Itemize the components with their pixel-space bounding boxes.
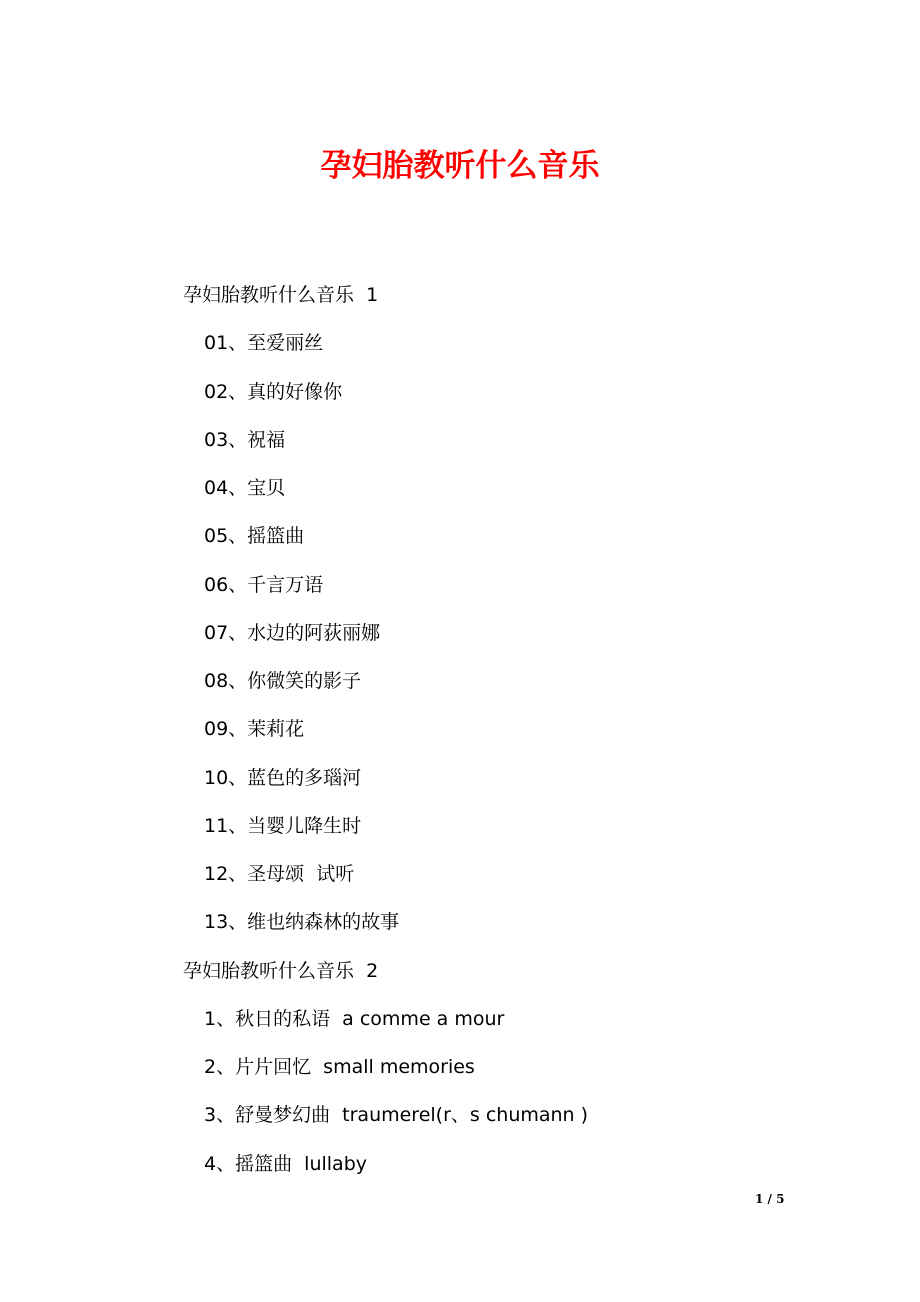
list-item: 08、你微笑的影子 (204, 670, 362, 692)
document-body (0, 271, 920, 1188)
section-heading-1: 孕妇胎教听什么音乐 1 (183, 284, 379, 306)
list-item: 06、千言万语 (204, 573, 324, 596)
list-item: 11、当婴儿降生时 (204, 814, 362, 837)
list-item: 03、祝福 (204, 428, 286, 451)
list-item: 04、宝贝 (204, 477, 286, 499)
list-item: 05、摇篮曲 (204, 525, 305, 548)
section-heading-2: 孕妇胎教听什么音乐 2 (183, 959, 379, 982)
list-item: 3、舒曼梦幻曲 traumerel(r、s chumann ) (204, 1104, 589, 1127)
list-item: 09、茉莉花 (204, 718, 305, 741)
list-item: 02、真的好像你 (204, 380, 343, 403)
list-item: 2、片片回忆 small memories (204, 1056, 475, 1078)
page-indicator: 1 / 5 (755, 1192, 785, 1206)
list-item: 12、圣母颂 试听 (204, 863, 355, 885)
document-title: 孕妇胎教听什么音乐 (320, 148, 600, 184)
list-item: 13、维也纳森林的故事 (204, 911, 400, 934)
list-item: 4、摇篮曲 lullaby (204, 1152, 367, 1175)
list-item: 01、至爱丽丝 (204, 332, 324, 355)
list-item: 07、水边的阿荻丽娜 (204, 621, 381, 644)
list-item: 1、秋日的私语 a comme a mour (204, 1007, 505, 1030)
list-item: 10、蓝色的多瑙河 (204, 766, 362, 789)
